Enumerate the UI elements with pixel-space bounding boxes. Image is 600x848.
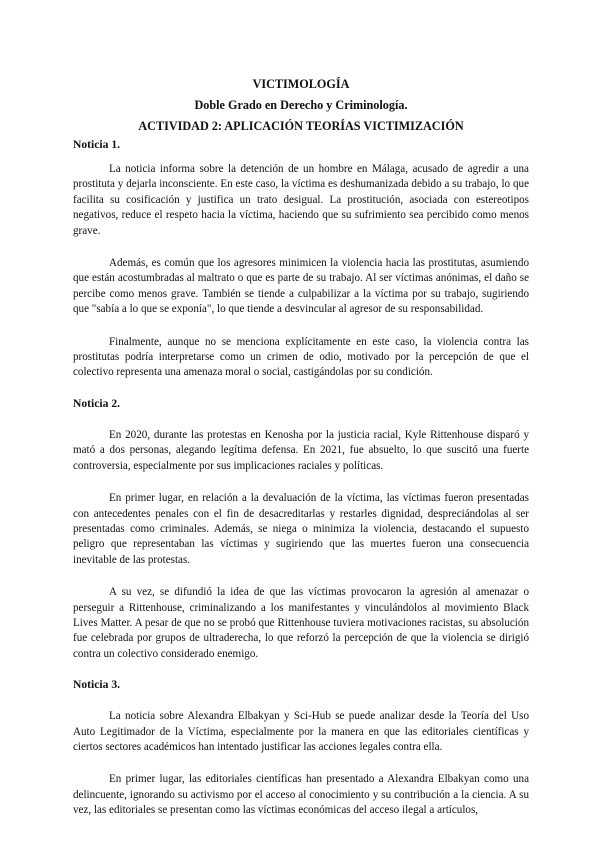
- paragraph: La noticia sobre Alexandra Elbakyan y Sci-Hub se puede analizar desde la Teoría del Uso Auto Legitimador de la Víctima, especialmente por la manera en que las editoriales científicas y ciertos sectores académicos han intentado justificar las acciones legales contra ella.: [73, 710, 529, 753]
- paragraph: A su vez, se difundió la idea de que las víctimas provocaron la agresión al amenazar o perseguir a Rittenhouse, criminalizando a los manifestantes y vinculándolos al movimiento Black Lives Matter. A pesar de que no se probó que Rittenhouse tuviera motivaciones racistas, su absolución fue celebrada por grupos de ultraderecha, lo que reforzó la percepción de que la violencia se dirigió contra un colectivo considerado enemigo.: [73, 586, 529, 660]
- document-title: VICTIMOLOGÍA: [252, 77, 350, 91]
- activity-title: ACTIVIDAD 2: APLICACIÓN TEORÍAS VICTIMIZACIÓN: [138, 119, 464, 133]
- paragraph: Finalmente, aunque no se menciona explícitamente en este caso, la violencia contra las prostitutas podría interpretarse como un crimen de odio, motivado por la percepción de que el colectivo representa una amenaza moral o social, castigándolas por su condición.: [73, 335, 529, 379]
- paragraph: En 2020, durante las protestas en Kenosha por la justicia racial, Kyle Rittenhouse disparó y mató a dos personas, alegando legítima defensa. En 2021, fue absuelto, lo que suscitó una fuerte controversia, especialmente por sus implicaciones raciales y políticas.: [73, 428, 529, 472]
- section-heading-noticia-3: Noticia 3.: [73, 678, 121, 692]
- document-subtitle: Doble Grado en Derecho y Criminología.: [194, 98, 408, 112]
- section-heading-noticia-2: Noticia 2.: [73, 396, 121, 410]
- paragraph: En primer lugar, las editoriales científicas han presentado a Alexandra Elbakyan como una delincuente, ignorando su activismo por el acceso al conocimiento y su contribución a la ciencia. A su vez, las editoriales se presentan como las víctimas económicas del acceso ilegal a artículos,: [73, 773, 529, 817]
- paragraph: En primer lugar, en relación a la devaluación de la víctima, las víctimas fueron presentadas con antecedentes penales con el fin de desacreditarlas y restarles dignidad, despreciándolas al ser presentadas como criminales. Además, se niega o minimiza la violencia, destacando el supuesto peligro que representaban las víctimas y sugiriendo que las muertes fueron una consecuencia inevitable de las protestas.: [73, 492, 529, 566]
- paragraph: Además, es común que los agresores minimicen la violencia hacia las prostitutas, asumiendo que están acostumbradas al maltrato o que es parte de su trabajo. Al ser víctimas anónimas, el daño se percibe como menos grave. También se tiende a culpabilizar a la víctima por su trabajo, sugiriendo que "sabía a lo que se exponía", lo que tiende a desvincular al agresor de su responsabilidad.: [73, 257, 529, 316]
- section-heading-noticia-1: Noticia 1.: [73, 138, 121, 151]
- paragraph: La noticia informa sobre la detención de un hombre en Málaga, acusado de agredir a una prostituta y dejarla inconsciente. En este caso, la víctima es deshumanizada debido a su trabajo, lo que facilita su cosificación y justifica un trato desigual. La prostitución, asociada con estereotipos negativos, reduce el respeto hacia la víctima, haciendo que su sufrimiento sea percibido como menos grave.: [73, 163, 529, 237]
